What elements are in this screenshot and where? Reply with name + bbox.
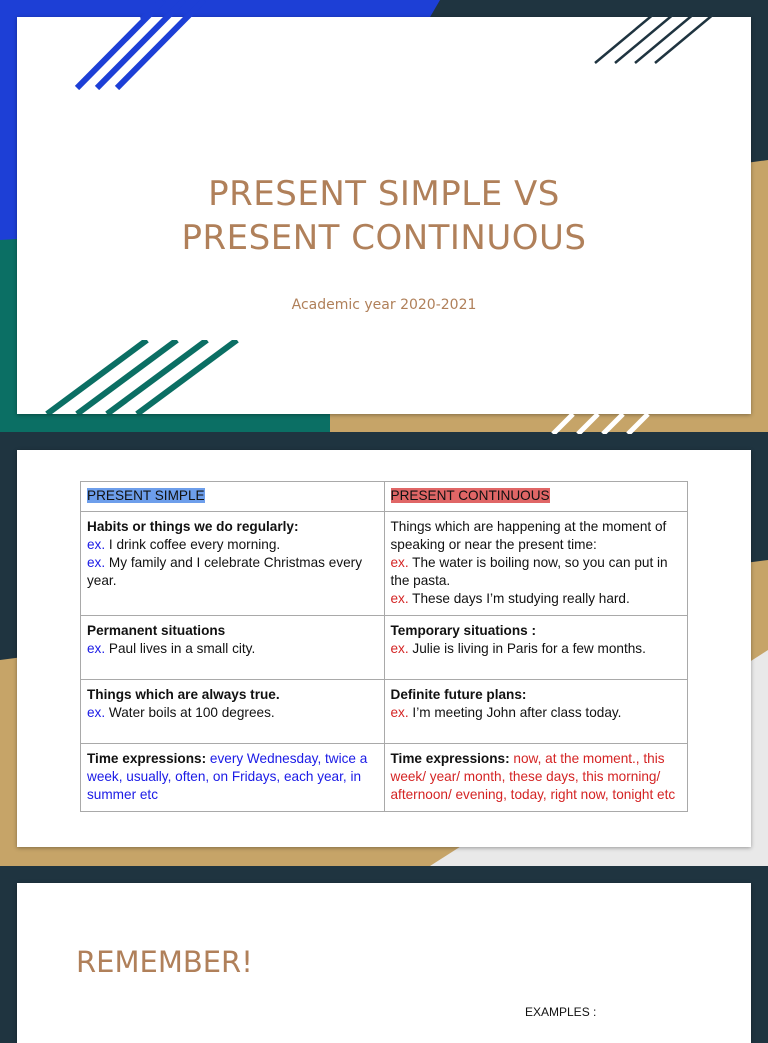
header-present-continuous: PRESENT CONTINUOUS [390, 488, 550, 503]
title-line-1: PRESENT SIMPLE VS [208, 174, 560, 214]
example-line [391, 554, 682, 590]
example-prefix: ex. [390, 555, 409, 570]
table-row [81, 744, 688, 812]
example-line [391, 704, 682, 722]
white-stripes-decoration [548, 414, 668, 434]
example-text: The water is boiling now, so you can put in the pasta. [390, 555, 668, 588]
example-prefix: ex. [390, 705, 409, 720]
time-expressions-label: Time expressions: [87, 751, 207, 766]
table-cell [81, 744, 385, 812]
table-cell [384, 616, 688, 680]
time-expressions-list: every Wednesday, twice a week, usually, often, on Fridays, each year, in summer etc [87, 751, 368, 802]
header-cell-continuous [384, 482, 688, 512]
remember-heading: REMEMBER! [76, 945, 253, 979]
table-cell [81, 512, 385, 616]
table-cell [81, 680, 385, 744]
comparison-slide [17, 450, 751, 847]
example-text: I’m meeting John after class today. [408, 705, 622, 720]
table-header-row [81, 482, 688, 512]
table-cell [81, 616, 385, 680]
example-prefix: ex. [87, 705, 106, 720]
comparison-table [80, 481, 688, 812]
example-prefix: ex. [87, 537, 106, 552]
example-text: Julie is living in Paris for a few months. [408, 641, 646, 656]
example-prefix: ex. [87, 555, 106, 570]
example-text: Water boils at 100 degrees. [105, 705, 275, 720]
example-text: My family and I celebrate Christmas every year. [87, 555, 362, 588]
example-line [87, 554, 378, 590]
example-line [391, 590, 682, 608]
green-stripes-decoration [37, 340, 257, 414]
table-row [81, 512, 688, 616]
remember-slide [17, 883, 751, 1043]
example-text: Paul lives in a small city. [105, 641, 256, 656]
example-text: These days I’m studying really hard. [408, 591, 630, 606]
slide-subtitle: Academic year 2020-2021 [291, 297, 477, 313]
example-prefix: ex. [390, 591, 409, 606]
time-expressions-list: now, at the moment., this week/ year/ month, these days, this morning/ afternoon/ evening, today, right now, tonight etc [390, 751, 676, 802]
table-cell [384, 744, 688, 812]
example-line [87, 536, 378, 554]
header-cell-simple [81, 482, 385, 512]
example-prefix: ex. [87, 641, 106, 656]
example-line [87, 640, 378, 658]
example-line [391, 640, 682, 658]
example-prefix: ex. [390, 641, 409, 656]
table-row [81, 680, 688, 744]
cell-heading: Habits or things we do regularly: [87, 519, 299, 534]
cell-heading: Permanent situations [87, 623, 226, 638]
title-slide [17, 17, 751, 414]
table-row [81, 616, 688, 680]
time-expressions-label: Time expressions: [390, 751, 510, 766]
cell-heading: Temporary situations : [390, 623, 537, 638]
table-cell [384, 512, 688, 616]
example-line [87, 704, 378, 722]
header-present-simple: PRESENT SIMPLE [87, 488, 205, 503]
table-cell [384, 680, 688, 744]
cell-intro: Things which are happening at the moment of speaking or near the present time: [390, 519, 667, 552]
title-line-2: PRESENT CONTINUOUS [181, 218, 587, 258]
dark-stripes-decoration [587, 13, 737, 65]
cell-heading: Things which are always true. [87, 687, 280, 702]
blue-stripes-decoration [72, 0, 232, 90]
examples-label: EXAMPLES : [525, 1005, 597, 1019]
slide-title [17, 172, 751, 260]
example-text: I drink coffee every morning. [105, 537, 281, 552]
cell-heading: Definite future plans: [390, 687, 527, 702]
